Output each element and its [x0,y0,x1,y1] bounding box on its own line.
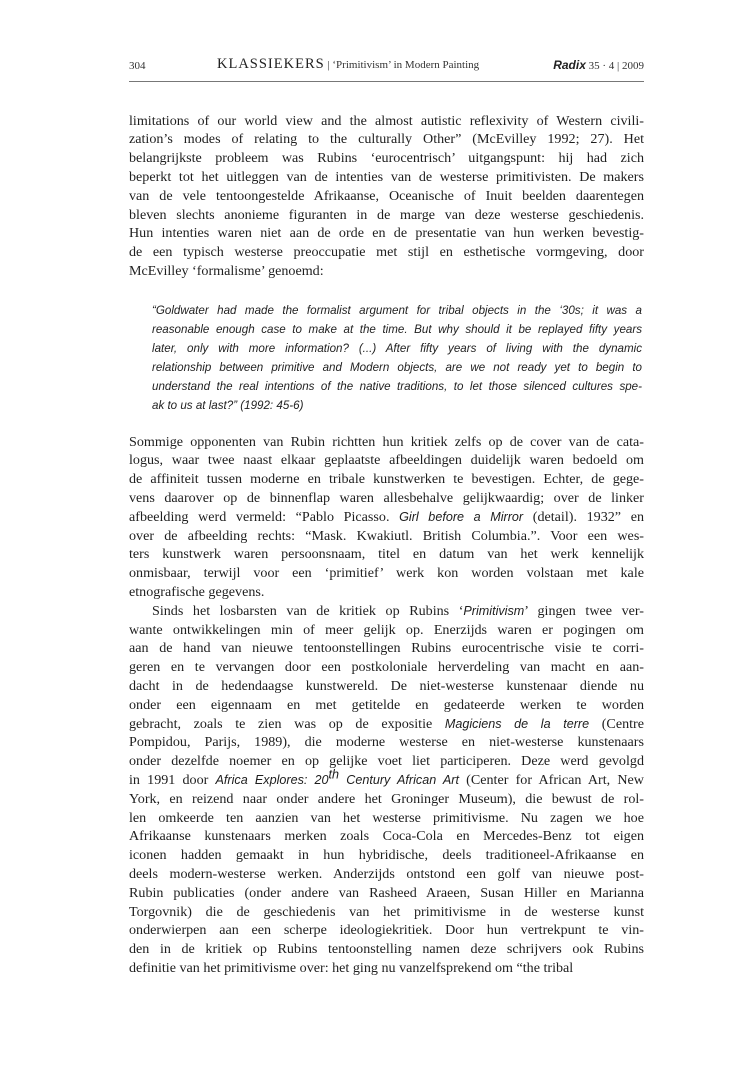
text: (detail). 1932” en [523,508,645,525]
text: definitie van het primitivisme over: het ging nu vanzelfsprekend om “the tribal [129,959,574,976]
text: etnografische gegevens. [129,583,265,600]
text: bleven slechts anonieme figuranten in de marge van deze westerse geschiedenis. [129,206,644,223]
text: Hun intenties waren niet aan de orde en de presentatie van hun werken bevestig- [129,225,644,242]
text-line [152,339,642,358]
text: later, only with more information? (...) After fifty years of living with the dynamic [152,341,642,355]
text: Sinds het losbarsten van de kritiek op Rubins ‘ [152,602,464,619]
italic-text: Century African Art [339,772,459,787]
text-line [129,790,644,809]
text: deels modern-westerse werken. Anderzijds ontstond een golf van nieuwe post- [129,865,644,882]
text-line [129,639,644,658]
text: len omkeerde ten aanzien van het westerse primitivisme. Nu zagen we hoe [129,809,644,826]
text: de een typisch westerse preoccupatie met stijl en esthetische vormgeving, door [129,244,644,261]
text: York, en reizend naar onder andere het Groninger Museum), die bewust de rol- [129,790,644,807]
text-line [129,508,644,527]
text-line [129,433,644,452]
journal-name: Radix [553,58,586,72]
text: understand the real intentions of the native traditions, to let those silenced cultures spe- [152,379,642,393]
text-line [129,583,644,602]
text-line [129,959,644,978]
text-line [129,752,644,771]
text-line [129,489,644,508]
text-line [129,940,644,959]
text-line [129,865,644,884]
page-number: 304 [129,60,146,72]
text: ak to us at last?” (1992: 45-6) [152,398,304,412]
text-line [152,358,642,377]
block-quote [152,301,642,415]
text: “Goldwater had made the formalist argument for tribal objects in the ‘30s; it was a [152,303,642,317]
italic-text: Primitivism [463,603,525,618]
text-line [152,396,642,415]
italic-text: Girl before a Mirror [399,509,524,524]
text-line [129,715,644,734]
text: relationship between primitive and Modern objects, are we not ready yet to begin to [152,360,642,374]
text: van de vele tentoongestelde Afrikaanse, Oceanische of Inuit beelden daarentegen [129,187,644,204]
text-line [129,545,644,564]
text-line [129,112,644,131]
text: beperkt tot het uitleggen van de intenties van de westerse primitivisten. De makers [129,168,644,185]
journal-year: 2009 [622,60,644,72]
article-title: ‘Primitivism’ in Modern Painting [332,59,480,71]
text: onder dezelfde noemer en op gelijke voet liet participeren. Deze werd gevolgd [129,753,644,770]
text-line [152,301,642,320]
text: (Centre [589,715,644,732]
text-line [152,377,642,396]
section-name: KLASSIEKERS [217,56,325,72]
text: afbeelding werd vermeld: “Pablo Picasso. [129,508,400,525]
text: aan de hand van nieuwe tentoonstellingen Rubins eurocentrische visie te corri- [129,640,644,657]
text: Torgovnik) die de geschiedenis van het primitivisme in de westerse kunst [129,903,644,920]
text-line [129,884,644,903]
text: iconen hadden gemaakt in hun hybridische, deels traditioneel-Afrikaanse en [129,847,644,864]
text-line [129,470,644,489]
text-line [129,130,644,149]
text: belangrijkste probleem was Rubins ‘eurocentrisch’ uitgangspunt: hij had zich [129,150,644,167]
text-line [129,677,644,696]
text: dacht in de hedendaagse kunstwereld. De niet-westerse kunstenaar diende nu [129,677,644,694]
text: wante ontwikkelingen min of meer gelijk op. Enerzijds waren er pogingen om [129,621,644,638]
paragraph-3 [129,602,644,978]
superscript: th [328,767,340,782]
text-line [129,224,644,243]
text-line [129,846,644,865]
text-line [129,696,644,715]
text: in 1991 door [129,771,216,788]
journal-info [553,58,644,72]
text: (Center for African Art, New [458,771,644,788]
text-line [129,658,644,677]
text-line [129,733,644,752]
header-rule [129,81,644,82]
text-line [129,149,644,168]
text-line [129,809,644,828]
text-line [129,621,644,640]
text: den in de kritiek op Rubins tentoonstelling namen deze schrijvers ook Rubins [129,941,644,958]
text-line [129,564,644,583]
text: geren en te vervangen door een postkoloniale herverdeling van macht en aan- [129,659,644,676]
text-line [129,187,644,206]
text-line [129,827,644,846]
paragraph-2 [129,433,644,602]
text-line [129,921,644,940]
text: onderwierpen aan een scherpe ideologiekritiek. Door hun vertrekpunt te vin- [129,922,644,939]
text: limitations of our world view and the almost autistic reflexivity of Western civili- [129,112,644,129]
text: McEvilley ‘formalisme’ genoemd: [129,262,324,279]
text: Pompidou, Parijs, 1989), die moderne westerse en niet-westerse kunstenaars [129,734,644,751]
text: vens daarover op de binnenflap waren allesbehalve gelijkwaardig; over de linker [129,489,644,506]
running-title [217,56,479,73]
text-line [129,527,644,546]
text-line [129,243,644,262]
paragraph-1 [129,112,644,281]
text: logus, waar twee naast elkaar geplaatste afbeeldingen duidelijk waren bedoeld om [129,452,644,469]
text-line [129,168,644,187]
text: onder een eigennaam en met getitelde en gedateerde werken te worden [129,696,644,713]
text: Rubin publicaties (onder andere van Rasheed Araeen, Susan Hiller en Marianna [129,884,644,901]
header-separator: | [617,60,620,72]
running-header [129,56,644,76]
text: ters kunstwerk waren persoonsnaam, titel en datum van het werk kennelijk [129,546,644,563]
text-line [152,320,642,339]
text: reasonable enough case to make at the time. But why should it be replayed fifty years [152,322,642,336]
text: Sommige opponenten van Rubin richtten hun kritiek zelfs op de cover van de cata- [129,433,644,450]
italic-text: Magiciens de la terre [444,716,590,731]
text: ’ gingen twee ver- [524,602,644,619]
text-line [129,903,644,922]
text-line [129,262,644,281]
text: Afrikaanse kunstenaars merken zoals Coca-Cola en Mercedes-Benz tot eigen [129,828,644,845]
text: gebracht, zoals te zien was op de expositie [129,715,445,732]
journal-issue: 35 · 4 [588,60,615,72]
text: de affiniteit tussen moderne en tribale kunstwerken te bevestigen. Echter, de gege- [129,471,644,488]
italic-text: Africa Explores: 20 [215,772,329,787]
text: onmisbaar, terwijl voor een ‘primitief’ werk kon worden volstaan met kale [129,565,644,582]
text: zation’s modes of relating to the culturally Other” (McEvilley 1992; 27). Het [129,131,644,148]
text-line [129,602,644,621]
header-separator: | [327,59,330,71]
text-line [129,206,644,225]
text-line [129,767,644,790]
text-line [129,451,644,470]
text: over de afbeelding rechts: “Mask. Kwakiutl. British Columbia.”. Voor een wes- [129,527,644,544]
